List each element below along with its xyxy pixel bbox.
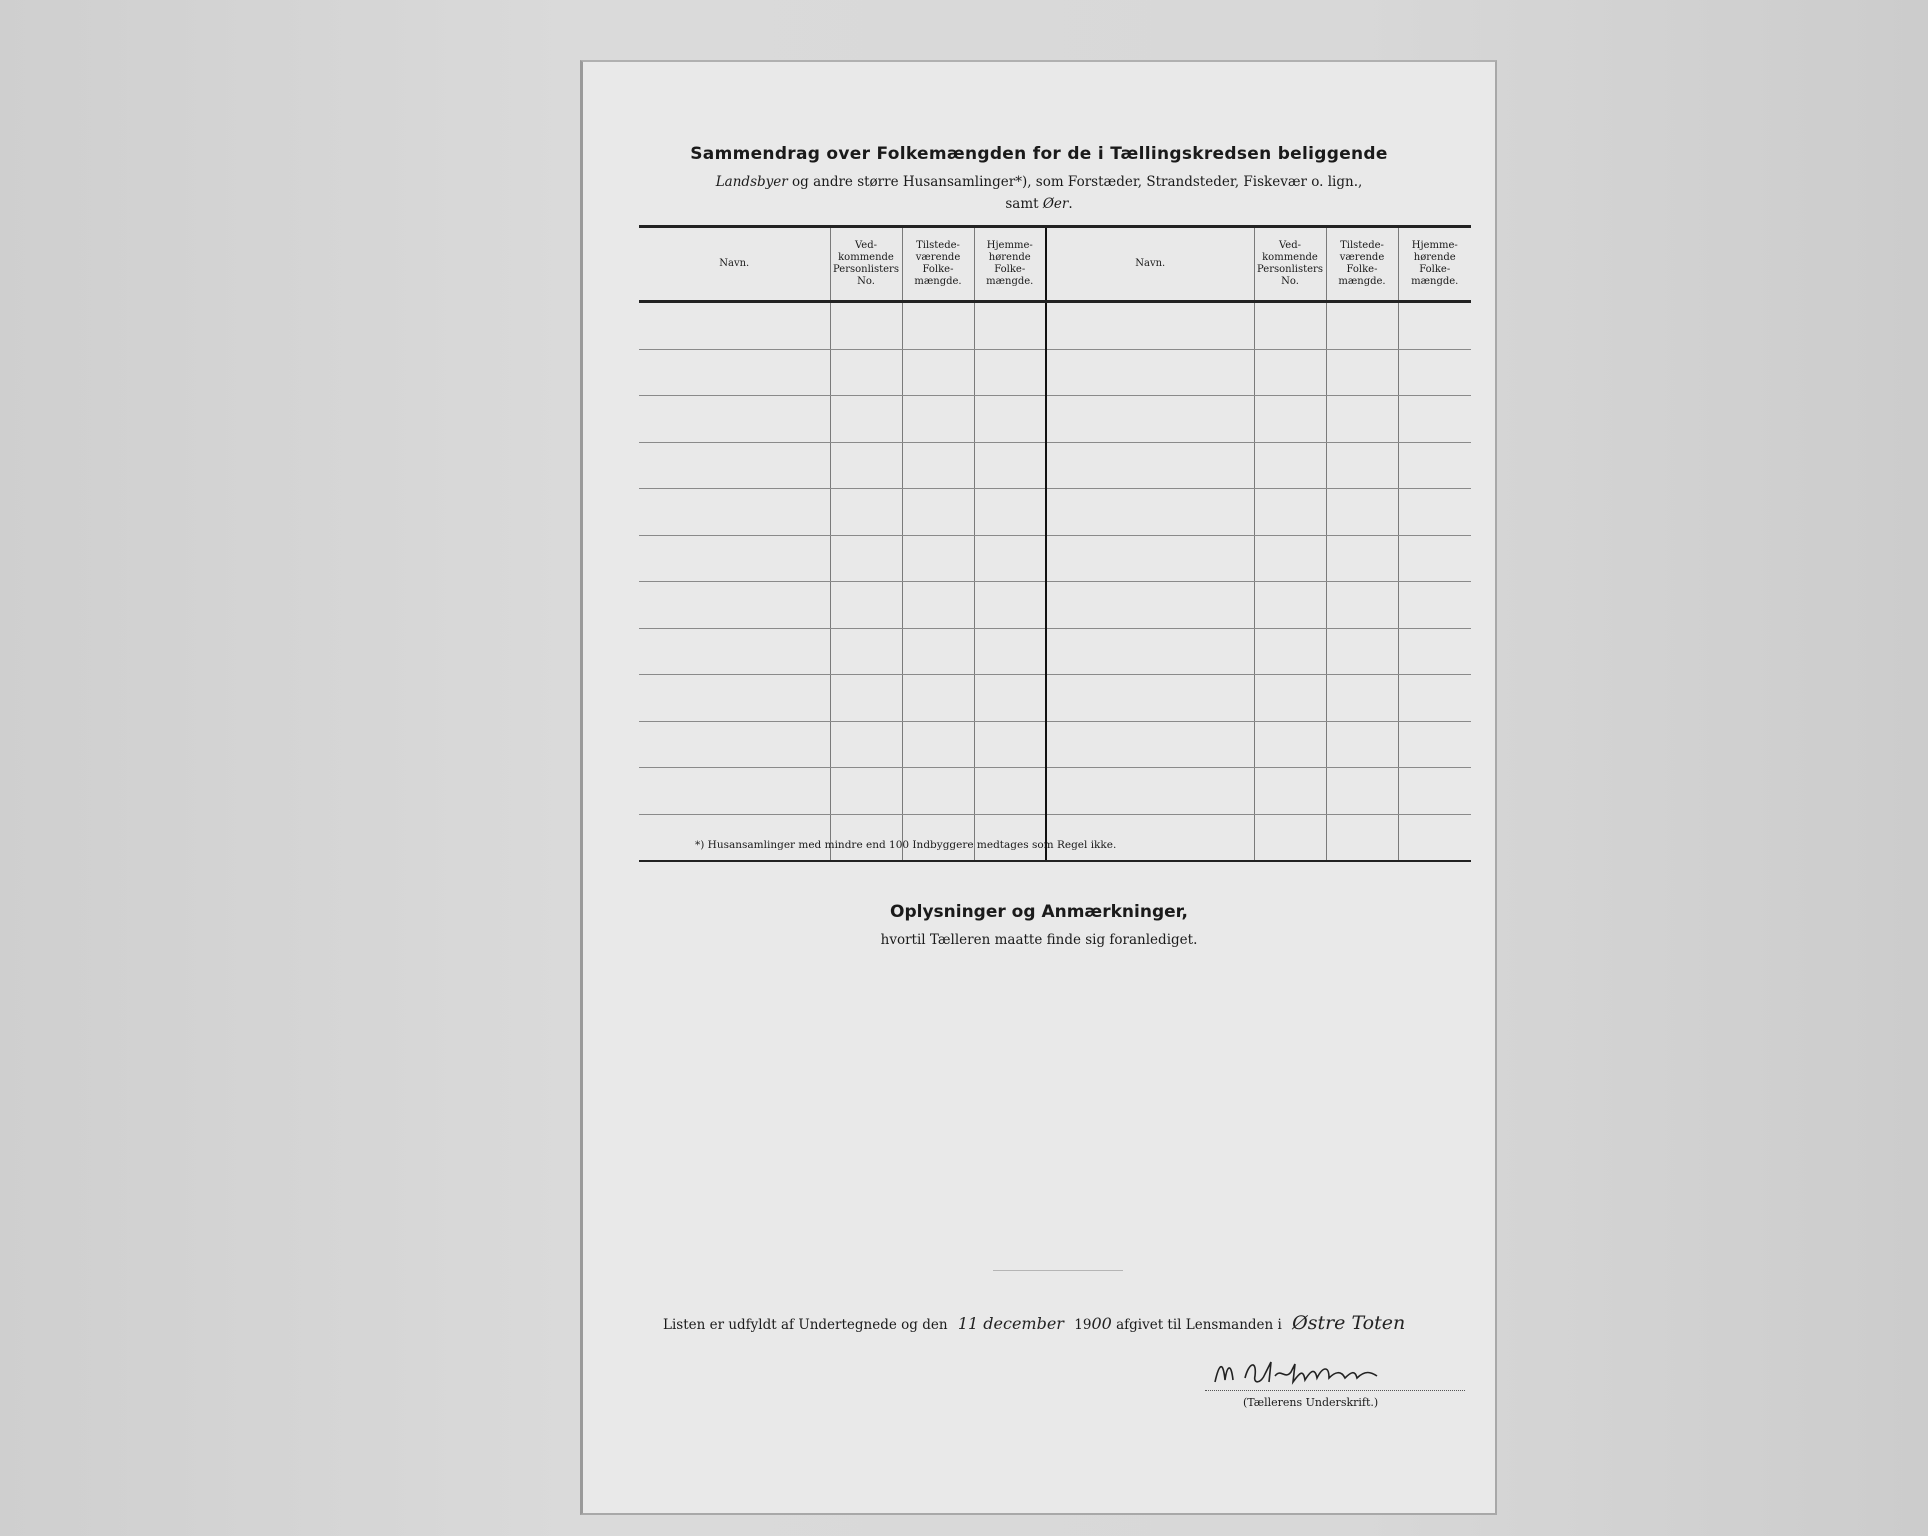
table-cell	[1046, 535, 1254, 582]
table-cell	[974, 535, 1046, 582]
table-row	[639, 442, 1471, 489]
table-cell	[639, 628, 830, 675]
table-cell	[1326, 489, 1398, 536]
table-cell	[902, 349, 974, 396]
year-handwritten: 00	[1091, 1314, 1112, 1333]
table-cell	[902, 489, 974, 536]
table-cell	[1254, 675, 1326, 722]
table-cell	[974, 814, 1046, 861]
table-cell	[1046, 721, 1254, 768]
table-cell	[1398, 675, 1471, 722]
table-cell	[830, 442, 902, 489]
table-cell	[830, 396, 902, 443]
col-personlisters-no-right: Ved-kommende Personlisters No.	[1254, 227, 1326, 302]
table-cell	[1326, 768, 1398, 815]
table-cell	[1398, 489, 1471, 536]
form-title: Sammendrag over Folkemængden for de i Tællingskredsen beliggende	[690, 144, 1388, 164]
statement-part1: Listen er udfyldt af Undertegnede og den	[663, 1317, 948, 1333]
table-header-row	[639, 227, 1471, 302]
table-cell	[1046, 582, 1254, 629]
table-cell	[1046, 302, 1254, 350]
table-cell	[1326, 814, 1398, 861]
table-cell	[1254, 489, 1326, 536]
table-cell	[1326, 396, 1398, 443]
subtitle-rest: og andre større Husansamlinger*), som Forstæder, Strandsteder, Fiskevær o. lign.,	[787, 174, 1363, 190]
table-cell	[1326, 302, 1398, 350]
table-cell	[1326, 349, 1398, 396]
table-cell	[830, 768, 902, 815]
form-subtitle-line	[583, 174, 1495, 190]
table-row	[639, 582, 1471, 629]
col-tilstedevaerende-left: Tilstede-værende Folke-mængde.	[902, 227, 974, 302]
table-cell	[1254, 582, 1326, 629]
table-cell	[1398, 582, 1471, 629]
col-tilstedevaerende-right: Tilstede-værende Folke-mængde.	[1326, 227, 1398, 302]
table-row	[639, 721, 1471, 768]
table-cell	[1046, 814, 1254, 861]
table-cell	[639, 396, 830, 443]
table-cell	[1254, 349, 1326, 396]
table-cell	[1254, 721, 1326, 768]
year-printed: 19	[1074, 1317, 1092, 1333]
table-cell	[902, 396, 974, 443]
table-cell	[1326, 582, 1398, 629]
table-cell	[974, 302, 1046, 350]
subtitle3-italic: Øer	[1042, 196, 1069, 212]
table-row	[639, 302, 1471, 350]
table-cell	[830, 814, 902, 861]
table-cell	[1326, 675, 1398, 722]
table-cell	[974, 349, 1046, 396]
table-cell	[902, 814, 974, 861]
table-cell	[830, 535, 902, 582]
table-cell	[974, 396, 1046, 443]
subtitle-italic: Landsbyer	[715, 174, 788, 190]
table-cell	[902, 302, 974, 350]
signature-caption: (Tællerens Underskrift.)	[1243, 1396, 1379, 1409]
table-row	[639, 814, 1471, 861]
signature-dotted-line	[1205, 1390, 1465, 1391]
table-cell	[830, 582, 902, 629]
table-cell	[1398, 814, 1471, 861]
table-cell	[639, 675, 830, 722]
col-hjemmehorende-right: Hjemme-hørende Folke-mængde.	[1398, 227, 1471, 302]
table-cell	[974, 628, 1046, 675]
notes-section-subtitle: hvortil Tælleren maatte finde sig foranlediget.	[880, 932, 1198, 948]
population-summary-table	[639, 225, 1471, 862]
table-cell	[1398, 768, 1471, 815]
table-row	[639, 349, 1471, 396]
table-cell	[1398, 442, 1471, 489]
footnote: *) Husansamlinger med mindre end 100 Indbyggere medtages som Regel ikke.	[695, 839, 1117, 851]
table-cell	[1326, 442, 1398, 489]
census-form-page	[580, 60, 1497, 1515]
table-row	[639, 768, 1471, 815]
subtitle3-suffix: .	[1068, 196, 1073, 212]
table-cell	[639, 489, 830, 536]
table-cell	[639, 349, 830, 396]
table-cell	[1046, 675, 1254, 722]
table-cell	[1398, 721, 1471, 768]
table-cell	[1254, 442, 1326, 489]
table-cell	[830, 489, 902, 536]
table-cell	[902, 721, 974, 768]
table-cell	[830, 349, 902, 396]
table-cell	[639, 582, 830, 629]
table-cell	[830, 675, 902, 722]
table-cell	[974, 582, 1046, 629]
handwritten-district: Østre Toten	[1292, 1312, 1406, 1334]
table-row	[639, 535, 1471, 582]
table-cell	[1398, 349, 1471, 396]
notes-section-title: Oplysninger og Anmærkninger,	[890, 902, 1188, 922]
col-navn-right: Navn.	[1046, 227, 1254, 302]
table-row	[639, 675, 1471, 722]
col-navn-left: Navn.	[639, 227, 830, 302]
table-cell	[639, 814, 830, 861]
table-cell	[974, 721, 1046, 768]
table-cell	[974, 489, 1046, 536]
table-cell	[1046, 396, 1254, 443]
table-cell	[1398, 628, 1471, 675]
table-cell	[1046, 442, 1254, 489]
divider-rule	[993, 1270, 1123, 1271]
table-cell	[830, 628, 902, 675]
table-cell	[1254, 302, 1326, 350]
table-cell	[902, 442, 974, 489]
col-hjemmehorende-left: Hjemme-hørende Folke-mængde.	[974, 227, 1046, 302]
table-cell	[974, 768, 1046, 815]
table-cell	[1046, 349, 1254, 396]
table-cell	[974, 675, 1046, 722]
col-personlisters-no-left: Ved-kommende Personlisters No.	[830, 227, 902, 302]
enumerator-signature	[1205, 1354, 1465, 1390]
table-cell	[1326, 628, 1398, 675]
completion-statement	[663, 1312, 1462, 1334]
table-cell	[639, 302, 830, 350]
table-cell	[639, 721, 830, 768]
table-cell	[639, 442, 830, 489]
table-cell	[1254, 628, 1326, 675]
table-cell	[902, 675, 974, 722]
statement-part2: afgivet til Lensmanden i	[1116, 1317, 1282, 1333]
table-cell	[639, 535, 830, 582]
table-cell	[830, 302, 902, 350]
table-cell	[1398, 302, 1471, 350]
table-cell	[1254, 814, 1326, 861]
table-cell	[1254, 768, 1326, 815]
table-cell	[1046, 489, 1254, 536]
table-cell	[902, 768, 974, 815]
table-cell	[1046, 768, 1254, 815]
table-cell	[1326, 721, 1398, 768]
table-cell	[639, 768, 830, 815]
table-cell	[1398, 535, 1471, 582]
table-cell	[830, 721, 902, 768]
table-row	[639, 489, 1471, 536]
table-body	[639, 302, 1471, 862]
table-cell	[1254, 535, 1326, 582]
table-cell	[902, 582, 974, 629]
form-subtitle-line-2	[583, 196, 1495, 212]
table-cell	[974, 442, 1046, 489]
table-cell	[1398, 396, 1471, 443]
signature-scribble	[1205, 1354, 1465, 1390]
table-row	[639, 628, 1471, 675]
table-cell	[1326, 535, 1398, 582]
table-row	[639, 396, 1471, 443]
table-cell	[902, 628, 974, 675]
subtitle3-prefix: samt	[1005, 196, 1043, 212]
table-cell	[1046, 628, 1254, 675]
handwritten-date: 11 december	[957, 1314, 1064, 1333]
table-cell	[902, 535, 974, 582]
table-cell	[1254, 396, 1326, 443]
